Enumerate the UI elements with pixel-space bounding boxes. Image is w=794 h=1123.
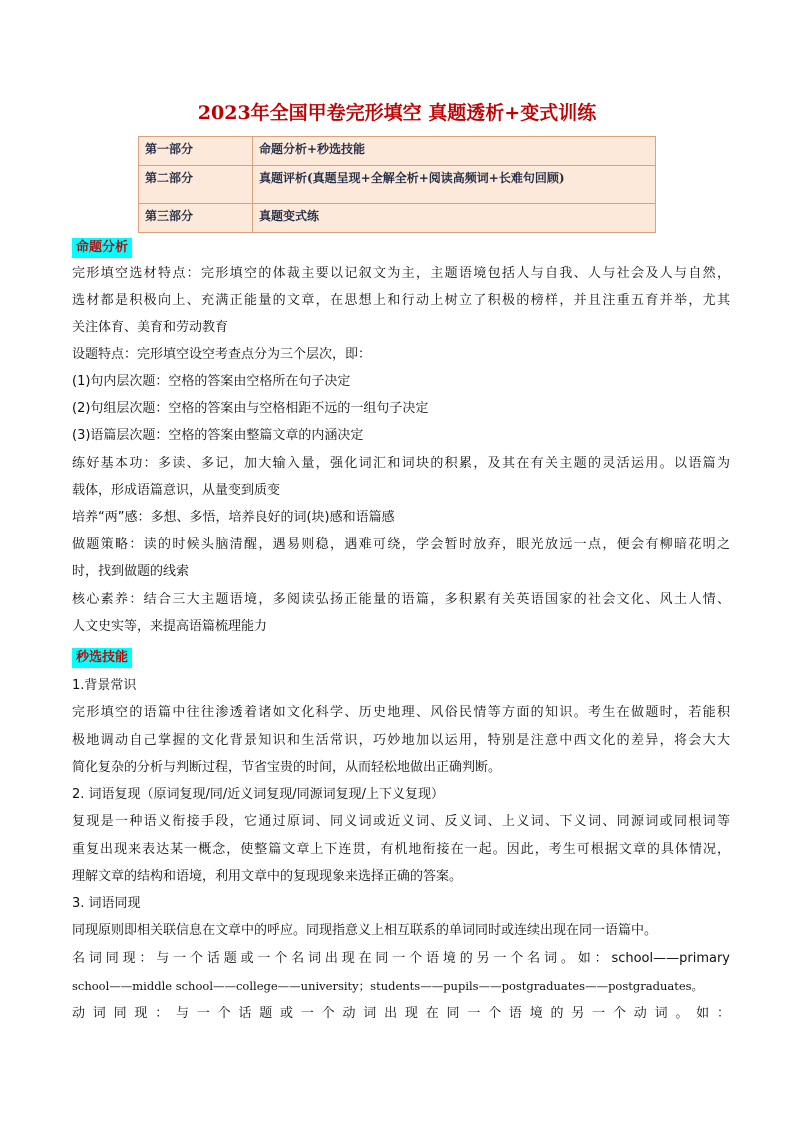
- paragraph-line: (3)语篇层次题：空格的答案由整篇文章的内涵决定: [72, 428, 364, 443]
- table-row: [139, 137, 656, 166]
- paragraph-line: 选材都是积极向上、充满正能量的文章，在思想上和行动上树立了积极的榜样，并且注重五育并举，尤其: [72, 293, 730, 308]
- paragraph-line: 时，找到做题的线索: [72, 564, 190, 579]
- paragraph-line: 载体，形成语篇意识，从量变到质变: [72, 483, 281, 498]
- table-row: [139, 204, 656, 233]
- paragraph-line: 3. 词语同现: [72, 896, 141, 911]
- paragraph-line: 理解文章的结构和语境，利用文章中的复现现象来选择正确的答案。: [72, 869, 463, 884]
- paragraph-line: 人文史实等，来提高语篇梳理能力: [72, 619, 268, 634]
- paragraph-line: 完形填空选材特点：完形填空的体裁主要以记叙文为主，主题语境包括人与自我、人与社会及人与自然，: [72, 266, 730, 281]
- paragraph-line: 动词同现：与一个话题或一个动词出现在同一个语境的另一个动词。如：: [72, 1006, 730, 1021]
- part-desc: 真题评析(真题呈现+全解全析+阅读高频词+长难句回顾): [253, 166, 656, 204]
- paragraph-line: 设题特点：完形填空设空考查点分为三个层次，即：: [72, 347, 372, 362]
- part-desc: 真题变式练: [253, 204, 656, 233]
- paragraph-line: 培养“两”感：多想、多悟，培养良好的词(块)感和语篇感: [72, 510, 395, 525]
- part-name: 第一部分: [139, 137, 253, 166]
- part-name: 第三部分: [139, 204, 253, 233]
- paragraph-line: 简化复杂的分析与判断过程，节省宝贵的时间，从而轻松地做出正确判断。: [72, 760, 502, 775]
- table-row: [139, 166, 656, 204]
- paragraph-line: 练好基本功：多读、多记，加大输入量，强化词汇和词块的积累，及其在有关主题的灵活运用。以语篇为: [72, 456, 730, 471]
- section-heading-label: 命题分析: [72, 238, 132, 258]
- paragraph-line: 核心素养：结合三大主题语境，多阅读弘扬正能量的语篇，多积累有关英语国家的社会文化、风土人情、: [72, 592, 730, 607]
- paragraph-line: 做题策略：读的时候头脑清醒，遇易则稳，遇难可绕，学会暂时放弃，眼光放远一点，便会有柳暗花明之: [72, 537, 730, 552]
- paragraph-line: 关注体育、美育和劳动教育: [72, 320, 229, 335]
- paragraph-line: school——middle school——college——university；students——pupils——postgraduates——postgraduates。: [72, 979, 704, 993]
- paragraph-line: 复现是一种语义衔接手段，它通过原词、同义词或近义词、反义词、上义词、下义词、同源词或同根词等: [72, 814, 730, 829]
- paragraph-line: 重复出现来表达某一概念，使整篇文章上下连贯，有机地衔接在一起。因此，考生可根据文章的具体情况，: [72, 842, 730, 857]
- paragraph-line: 同现原则即相关联信息在文章中的呼应。同现指意义上相互联系的单词同时或连续出现在同一语篇中。: [72, 923, 658, 938]
- paragraph-line: 1.背景常识: [72, 678, 137, 693]
- section-heading: [72, 236, 132, 258]
- paragraph-line: 极地调动自己掌握的文化背景知识和生活常识，巧妙地加以运用，特别是注意中西文化的差异，将会大大: [72, 733, 730, 748]
- part-name: 第二部分: [139, 166, 253, 204]
- document-title: 2023年全国甲卷完形填空 真题透析+变式训练: [197, 102, 597, 124]
- paragraph-line: 名词同现：与一个话题或一个名词出现在同一个语境的另一个名词。如：school——primary: [72, 951, 730, 966]
- paragraph-line: (1)句内层次题：空格的答案由空格所在句子决定: [72, 374, 351, 389]
- section-heading-label: 秒选技能: [72, 648, 132, 668]
- part-desc: 命题分析+秒选技能: [253, 137, 656, 166]
- section-heading: [72, 646, 132, 668]
- paragraph-line: (2)句组层次题：空格的答案由与空格相距不远的一组句子决定: [72, 401, 429, 416]
- paragraph-line: 2. 词语复现（原词复现/同/近义词复现/同源词复现/上下义复现）: [72, 787, 445, 802]
- paragraph-line: 完形填空的语篇中往往渗透着诸如文化科学、历史地理、风俗民情等方面的知识。考生在做题时，若能积: [72, 705, 730, 720]
- parts-table: [138, 136, 656, 233]
